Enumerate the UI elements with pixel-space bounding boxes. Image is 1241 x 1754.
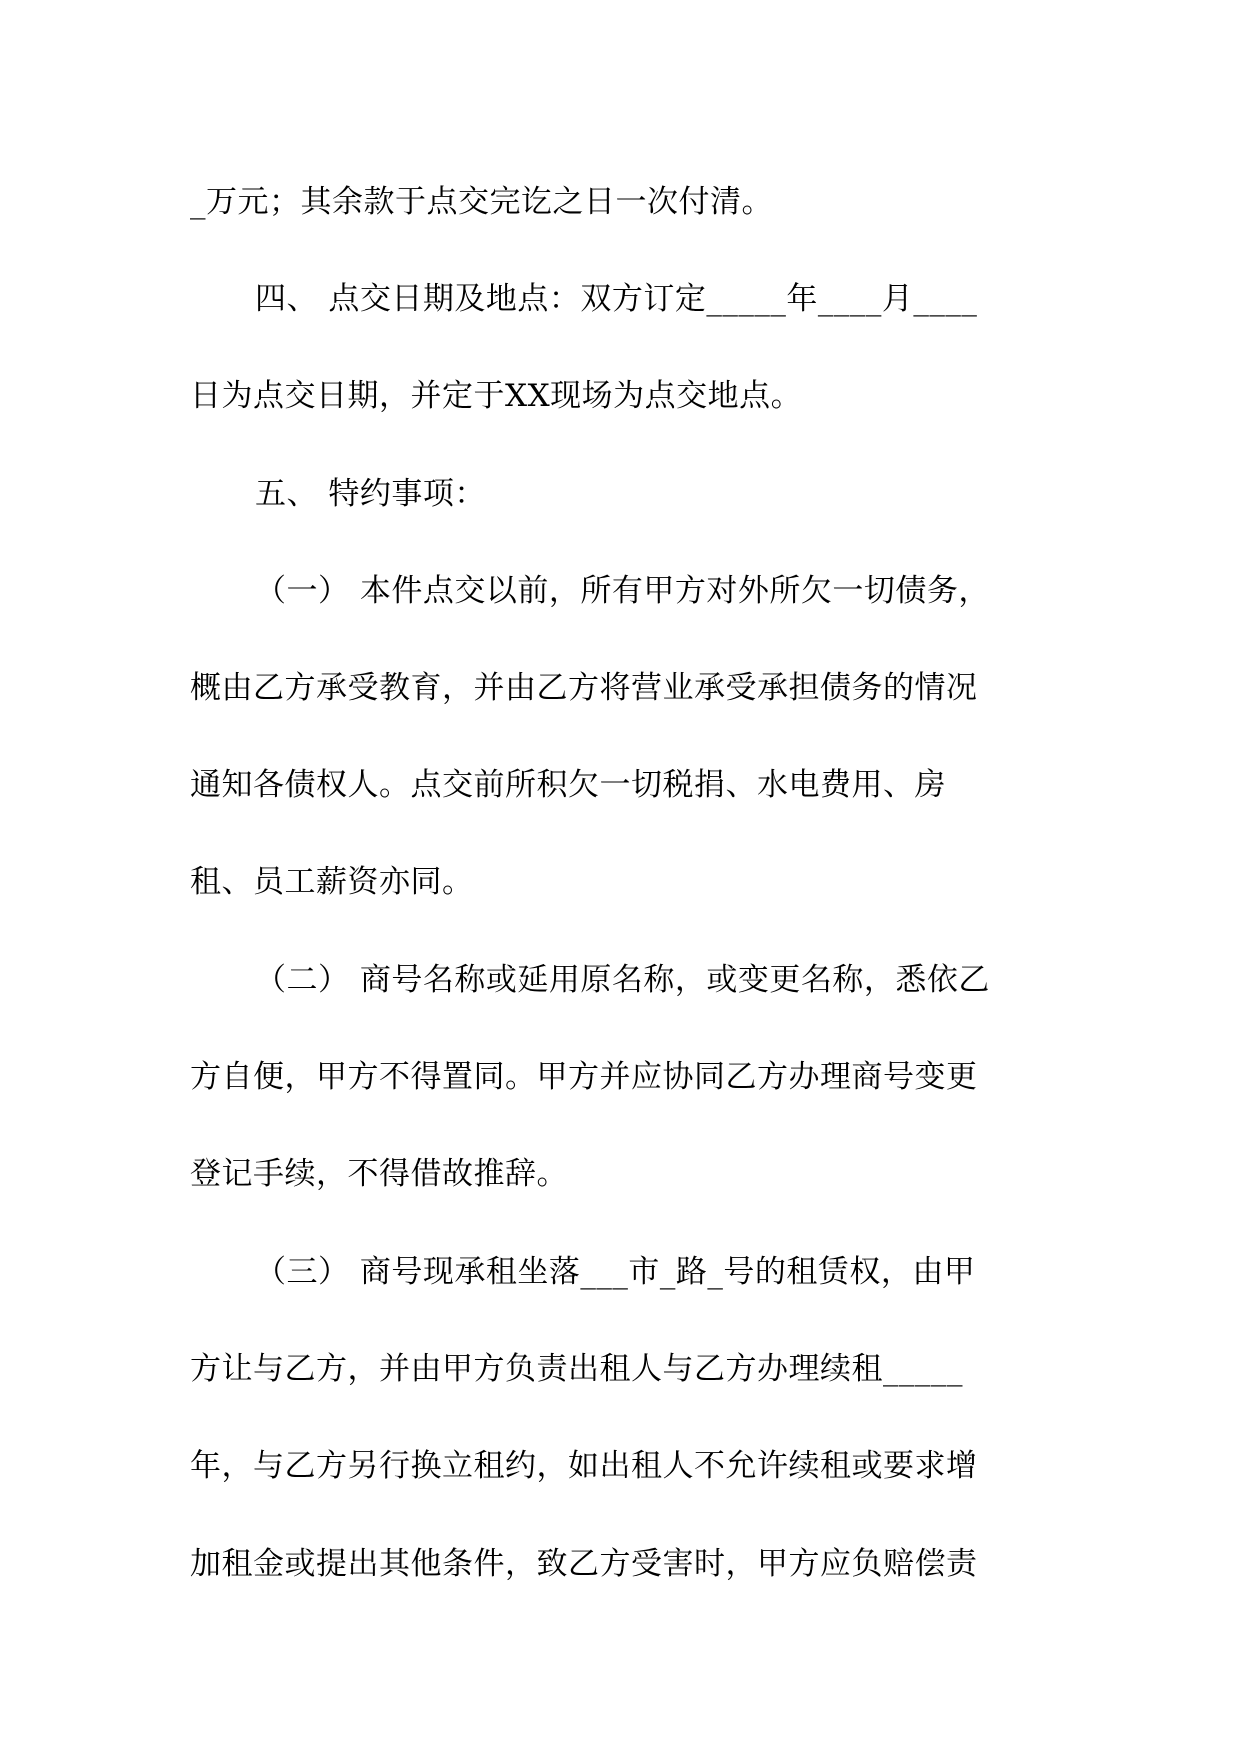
text-line-11: 登记手续，不得借故推辞。: [190, 1156, 568, 1192]
clause-1-start: （一） 本件点交以前，所有甲方对外所欠一切债务，: [255, 573, 990, 609]
text-line-14: 年，与乙方另行换立租约，如出租人不允许续租或要求增: [190, 1448, 978, 1484]
clause-2-start: （二） 商号名称或延用原名称，或变更名称，悉依乙: [255, 962, 990, 998]
section-4-heading: 四、 点交日期及地点：双方订定_____年____月____: [255, 281, 978, 317]
text-line-13: 方让与乙方，并由甲方负责出租人与乙方办理续租_____: [190, 1351, 963, 1387]
text-line-15: 加租金或提出其他条件，致乙方受害时，甲方应负赔偿责: [190, 1546, 978, 1582]
text-line-8: 租、员工薪资亦同。: [190, 864, 474, 900]
text-line-3: 日为点交日期，并定于XX现场为点交地点。: [190, 378, 803, 414]
clause-3-start: （三） 商号现承租坐落___市_路_号的租赁权，由甲: [255, 1254, 976, 1290]
section-5-heading: 五、 特约事项：: [255, 476, 486, 512]
text-line-6: 概由乙方承受教育，并由乙方将营业承受承担债务的情况: [190, 670, 978, 706]
text-line-7: 通知各债权人。点交前所积欠一切税捐、水电费用、房: [190, 767, 946, 803]
text-line-1: _万元；其余款于点交完讫之日一次付清。: [190, 184, 773, 220]
text-line-10: 方自便，甲方不得置同。甲方并应协同乙方办理商号变更: [190, 1059, 978, 1095]
